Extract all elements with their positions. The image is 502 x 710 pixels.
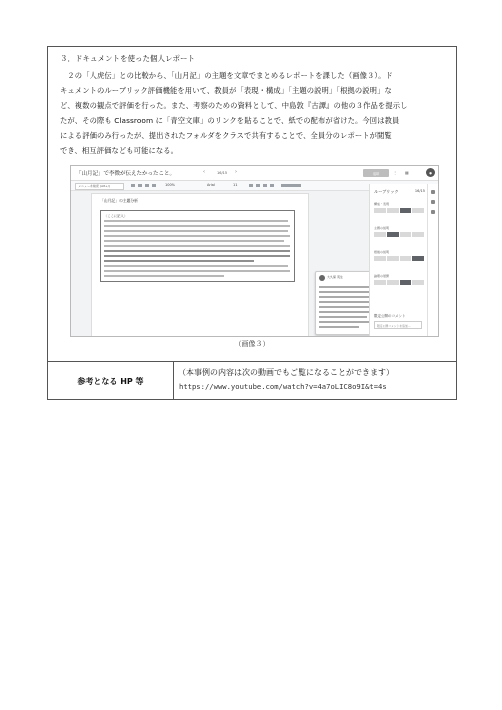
font-size-select: 11 xyxy=(233,183,238,187)
rubric-level xyxy=(387,232,399,237)
more-options-icon: ⋮ xyxy=(393,170,397,175)
avatar: ● xyxy=(426,168,435,177)
comment-text-line xyxy=(319,296,369,298)
tasks-icon xyxy=(431,210,435,214)
text-color-icon xyxy=(270,184,274,187)
font-select: Arial xyxy=(207,183,215,187)
rubric-panel xyxy=(369,184,428,336)
prev-arrow-icon: ‹ xyxy=(203,169,205,175)
menu-search: メニューを検索 (Alt+/) xyxy=(75,183,124,190)
paragraph-line: による評価のみ行ったが、提出されたフォルダをクラスで共有することで、全員分のレポートが閲覧 xyxy=(60,131,392,140)
doc-page xyxy=(91,193,309,337)
return-button: 返却 xyxy=(363,169,389,177)
underline-icon xyxy=(263,184,267,187)
paragraph-line: たが、その際も Classroom に「青空文庫」のリンクを貼ることで、紙での配布が省けた。今回は教員 xyxy=(60,116,400,125)
spellcheck-icon xyxy=(152,184,156,187)
rubric-levels xyxy=(374,256,424,261)
rubric-level xyxy=(374,208,386,213)
rubric-levels xyxy=(374,208,424,213)
rubric-level xyxy=(412,232,424,237)
doc-text-line xyxy=(104,275,224,277)
reference-url[interactable]: https://www.youtube.com/watch?v=4a7oLIC8o9I&t=4s xyxy=(179,382,387,391)
comment-text-line xyxy=(319,291,373,293)
image-caption: （画像３） xyxy=(234,340,270,348)
rubric-level xyxy=(400,232,412,237)
redo-icon xyxy=(138,184,142,187)
highlighted-text-line xyxy=(104,260,254,262)
rubric-levels xyxy=(374,232,424,237)
doc-text-line xyxy=(104,245,290,247)
doc-text-line xyxy=(104,270,290,272)
section-paragraph xyxy=(60,68,452,158)
apps-grid-icon: ▦ xyxy=(405,170,409,175)
rubric-row-label: 構成・表現 xyxy=(374,202,390,206)
rubric-row xyxy=(374,226,424,237)
rubric-title: ルーブリック xyxy=(374,189,399,194)
commenter-avatar xyxy=(319,275,325,281)
private-comment-title: 限定公開のコメント xyxy=(374,314,406,318)
calendar-icon xyxy=(431,190,435,194)
rubric-level xyxy=(387,256,399,261)
section-heading: ３．ドキュメントを使った個人レポート xyxy=(60,54,195,63)
rubric-row-label: 主題の説明 xyxy=(374,226,390,230)
private-comment-input: 限定公開コメントを追加… xyxy=(374,321,422,329)
comment-text-line xyxy=(319,316,367,318)
rubric-level xyxy=(412,280,424,285)
highlighted-text-line xyxy=(104,250,290,252)
zoom-select: 100% xyxy=(165,183,176,187)
paragraph-line: ２の「人虎伝」との比較から、「山月記」の主題を文章でまとめるレポートを課した（画像３）。ド xyxy=(60,71,393,80)
comment-text-line xyxy=(319,326,359,328)
doc-text-line xyxy=(104,220,288,222)
doc-text-line xyxy=(104,240,284,242)
doc-heading: 「山月記」の主題分析 xyxy=(100,198,138,203)
rubric-row-label: 根拠の説明 xyxy=(374,250,390,254)
rubric-level xyxy=(374,280,386,285)
rubric-row-label: 論理の展開 xyxy=(374,274,390,278)
reference-note: （本事例の内容は次の動画でもご覧になることができます） xyxy=(178,368,394,377)
keep-icon xyxy=(431,200,435,204)
rubric-row xyxy=(374,202,424,213)
comment-text-line xyxy=(319,301,373,303)
print-icon xyxy=(145,184,149,187)
doc-header-bar xyxy=(71,166,438,181)
italic-icon xyxy=(256,184,260,187)
rubric-level xyxy=(387,208,399,213)
rubric-level xyxy=(412,208,424,213)
next-arrow-icon: › xyxy=(235,169,237,175)
rubric-row xyxy=(374,250,424,261)
rubric-level xyxy=(387,280,399,285)
reference-label: 参考となる HP 等 xyxy=(77,376,144,386)
table-divider xyxy=(173,361,174,399)
highlighted-text-line xyxy=(104,255,290,257)
rubric-level xyxy=(374,256,386,261)
paragraph-line: ど、複数の観点で評価を行った。また、考察のための資料として、中島敦『古譚』の他の３作品を提示し xyxy=(60,101,408,110)
commenter-name: 大久保 英生 xyxy=(327,275,343,279)
submission-pager: 16/15 xyxy=(217,171,228,175)
comment-text-line xyxy=(319,286,371,288)
doc-text-line xyxy=(104,230,288,232)
comment-text-line xyxy=(319,311,373,313)
side-rail xyxy=(427,184,438,336)
embedded-screenshot xyxy=(70,165,439,337)
bold-icon xyxy=(249,184,253,187)
more-tools-icon xyxy=(281,184,301,187)
rubric-score: 16/15 xyxy=(414,189,425,193)
rubric-level xyxy=(400,280,412,285)
doc-text-line xyxy=(104,265,288,267)
undo-icon xyxy=(131,184,135,187)
rubric-level xyxy=(412,256,424,261)
comment-text-line xyxy=(319,321,373,323)
comment-bubble xyxy=(315,271,377,335)
paragraph-line: でき、相互評価なども可能になる。 xyxy=(60,146,179,155)
rubric-row xyxy=(374,274,424,285)
answer-box-label: 〈ここに記入〉 xyxy=(104,214,128,218)
doc-text-line xyxy=(104,235,290,237)
content-frame xyxy=(47,46,457,400)
rubric-levels xyxy=(374,280,424,285)
answer-box xyxy=(100,210,295,282)
paragraph-line: キュメントのルーブリック評価機能を用いて、教員が「表現・構成」「主題の説明」「根拠の説明」な xyxy=(60,86,392,95)
rubric-level xyxy=(374,232,386,237)
rubric-level xyxy=(400,256,412,261)
doc-title: 「山月記」で李徴が伝えたかったこと。 xyxy=(76,171,176,177)
doc-text-line xyxy=(104,225,290,227)
comment-text-line xyxy=(319,306,371,308)
rubric-level xyxy=(400,208,412,213)
